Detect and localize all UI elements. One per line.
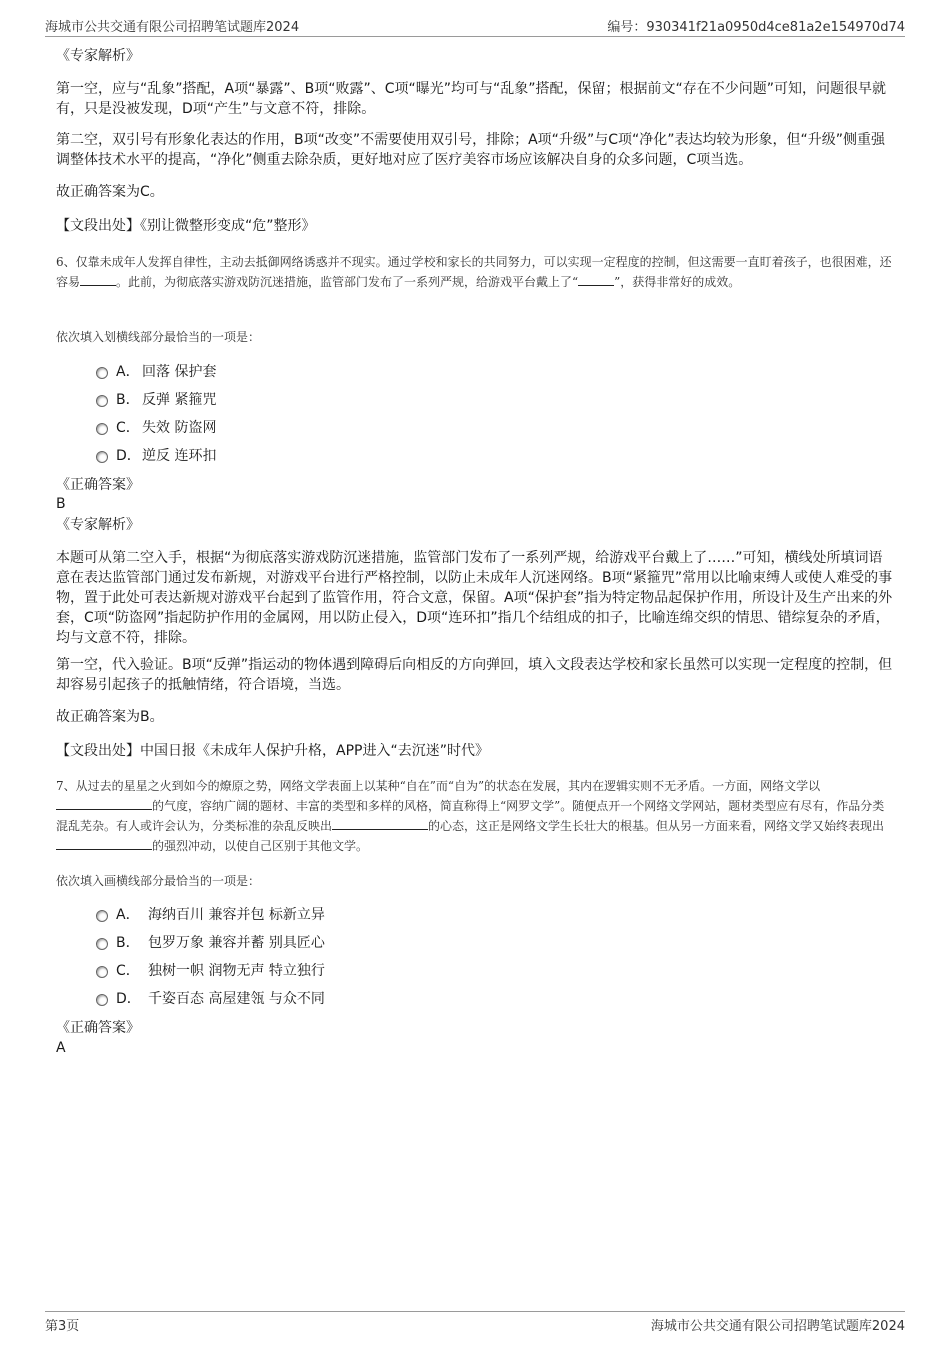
q7-option-a[interactable]: A． 海纳百川 兼容并包 标新立异 — [96, 901, 596, 929]
page-number: 第3页 — [45, 1319, 80, 1334]
q7-blank-2 — [332, 816, 428, 830]
q6-stem — [56, 252, 896, 292]
radio-icon[interactable] — [96, 938, 108, 950]
q5-conclusion: 故正确答案为C。 — [56, 184, 164, 200]
q6-stem-c: ”，获得非常好的成效。 — [614, 275, 741, 289]
q5-analysis-p2: 第二空，双引号有形象化表达的作用，B项“改变”不需要使用双引号，排除；A项“升级”与C项“净化”表达均较为形象，但“升级”侧重强调整体技术水平的提高，“净化”侧重去除杂质，更好地对应了医疗美容市场应该解决自身的众多问题，C项当选。 — [56, 132, 885, 168]
radio-icon[interactable] — [96, 994, 108, 1006]
q7-answer: A — [56, 1040, 66, 1056]
q7-option-d[interactable]: D． 千姿百态 高屋建瓴 与众不同 — [96, 985, 596, 1013]
q6-analysis-p1: 本题可从第二空入手，根据“为彻底落实游戏防沉迷措施，监管部门发布了一系列严规，给游戏平台戴上了……”可知，横线处所填词语意在表达监管部门通过发布新规，对游戏平台进行严格控制，以防止未成年人沉迷网络。B项“紧箍咒”常用以比喻束缚人或使人难受的事物，置于此处可表达新规对游戏平台起到了监管作用，符合文意，保留。A项“保护套”指为特定物品起保护作用，所设计及生产出来的外套，C项“防盗网”指起防护作用的金属网，用以防止侵入，D项“连环扣”指几个结组成的扣子，比喻连绵交织的情思、错综复杂的矛盾，均与文意不符，排除。 — [56, 550, 893, 646]
radio-icon[interactable] — [96, 367, 108, 379]
q7-options — [96, 901, 596, 1013]
q6-stem-a: 6、仅靠未成年人发挥自律性，主动去抵御网络诱惑并不现实。通过学校和家长的共同努力，可以实现一定程度的控制，但这需要一直盯着孩子，也很困难，还容易 — [56, 255, 892, 289]
q7-stem-a: 7、从过去的星星之火到如今的燎原之势，网络文学表面上以某种“自在”而“自为”的状态在发展，其内在逻辑实则不无矛盾。一方面，网络文学以 — [56, 779, 821, 793]
q6-stem-b: 。此前，为彻底落实游戏防沉迷措施，监管部门发布了一系列严规，给游戏平台戴上了“ — [116, 275, 579, 289]
radio-icon[interactable] — [96, 423, 108, 435]
radio-icon[interactable] — [96, 966, 108, 978]
q6-analysis-p2: 第一空，代入验证。B项“反弹”指运动的物体遇到障碍后向相反的方向弹回，填入文段表达学校和家长虽然可以实现一定程度的控制，但却容易引起孩子的抵触情绪，符合语境，当选。 — [56, 657, 893, 693]
q6-option-a[interactable]: A． 回落 保护套 — [96, 358, 596, 386]
footer-title: 海城市公共交通有限公司招聘笔试题库2024 — [650, 1319, 905, 1334]
q6-source: 【文段出处】中国日报《未成年人保护升格，APP进入“去沉迷”时代》 — [56, 743, 489, 759]
q7-option-c[interactable]: C． 独树一帜 润物无声 特立独行 — [96, 957, 596, 985]
q7-blank-1 — [56, 796, 152, 810]
q7-answer-heading: 《正确答案》 — [56, 1020, 140, 1036]
q7-stem-d: 的强烈冲动，以使自己区别于其他文学。 — [152, 839, 369, 853]
q5-analysis-heading: 《专家解析》 — [56, 48, 140, 64]
page-footer — [45, 1311, 905, 1336]
radio-icon[interactable] — [96, 395, 108, 407]
page-header — [45, 14, 905, 37]
q6-instruction: 依次填入划横线部分最恰当的一项是： — [56, 330, 261, 344]
q6-conclusion: 故正确答案为B。 — [56, 709, 164, 725]
q5-analysis-p1: 第一空，应与“乱象”搭配，A项“暴露”、B项“败露”、C项“曝光”均可与“乱象”搭配，保留；根据前文“存在不少问题”可知，问题很早就有，只是没被发现，D项“产生”与文意不符，排除。 — [56, 81, 886, 117]
radio-icon[interactable] — [96, 910, 108, 922]
q7-option-b[interactable]: B． 包罗万象 兼容并蓄 别具匠心 — [96, 929, 596, 957]
q6-blank-2 — [578, 272, 614, 286]
radio-icon[interactable] — [96, 451, 108, 463]
q5-source: 【文段出处】《别让微整形变成“危”整形》 — [56, 218, 316, 234]
q6-blank-1 — [80, 272, 116, 286]
q7-blank-3 — [56, 836, 152, 850]
q6-answer-heading: 《正确答案》 — [56, 477, 140, 493]
q6-option-d[interactable]: D．逆反 连环扣 — [96, 442, 596, 470]
q6-answer: B — [56, 496, 66, 512]
q7-stem-c: 的心态，这正是网络文学生长壮大的根基。但从另一方面来看，网络文学又始终表现出 — [428, 819, 885, 833]
q6-option-b[interactable]: B． 反弹 紧箍咒 — [96, 386, 596, 414]
header-title: 海城市公共交通有限公司招聘笔试题库2024 — [45, 20, 300, 35]
q7-stem-b: 的气度，容纳广阔的题材、丰富的类型和多样的风格，简直称得上“网罗文学”。随便点开一个网络文学网站，题材类型应有尽有，作品分类混乱芜杂。有人或许会认为，分类标准的杂乱反映出 — [56, 799, 885, 833]
q7-instruction: 依次填入画横线部分最恰当的一项是： — [56, 874, 261, 888]
header-serial: 编号：930341f21a0950d4ce81a2e154970d74 — [607, 20, 905, 35]
q7-stem — [56, 776, 896, 856]
q6-option-c[interactable]: C． 失效 防盗网 — [96, 414, 596, 442]
q6-options — [96, 358, 596, 470]
q6-analysis-heading: 《专家解析》 — [56, 517, 140, 533]
